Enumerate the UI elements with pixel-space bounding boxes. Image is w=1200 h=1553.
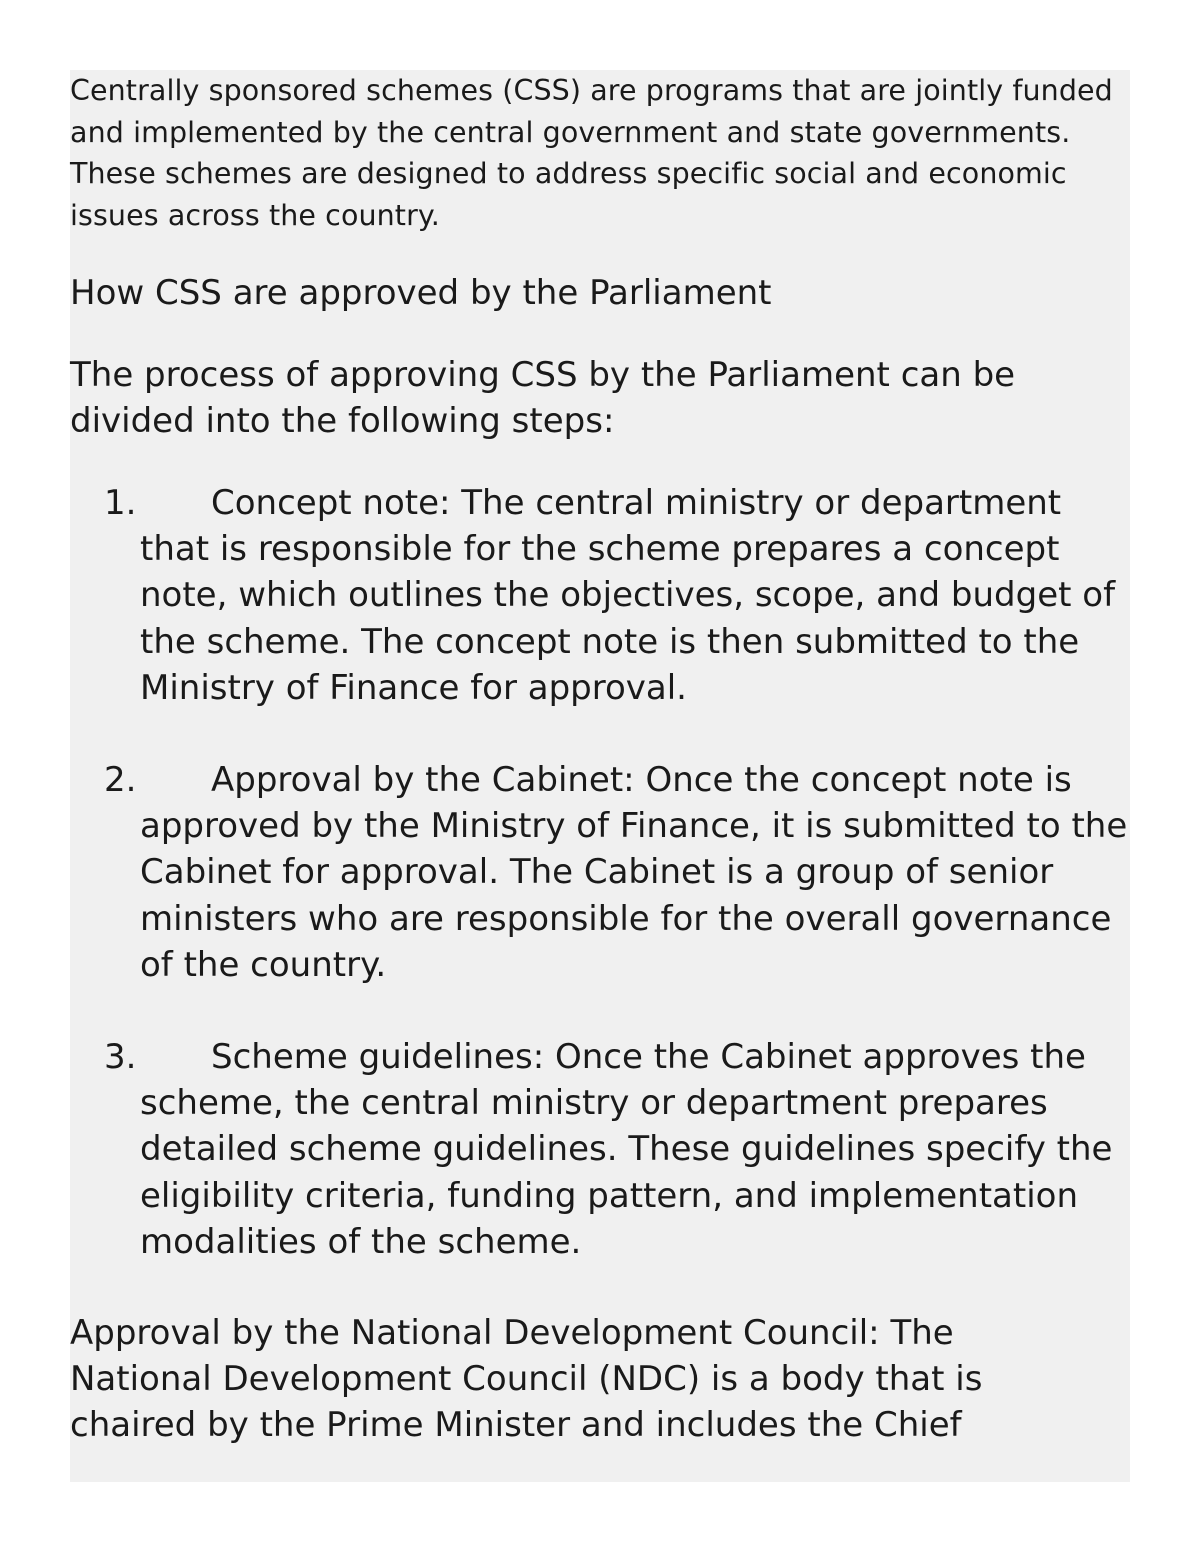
list-item-number: 3. <box>104 1037 137 1077</box>
list-item <box>104 1034 1130 1265</box>
lead-paragraph: The process of approving CSS by the Parliament can be divided into the following steps: <box>70 355 1016 441</box>
section-heading: How CSS are approved by the Parliament <box>70 273 772 313</box>
closing-paragraph: Approval by the National Development Council: The National Development Council (NDC) is a body that is chaired by the Prime Minister and includes the Chief <box>70 1313 983 1445</box>
list-item-text: Concept note: The central ministry or department that is responsible for the scheme prepares a concept note, which outlines the objectives, scope, and budget of the scheme. The concept note is then submitted to the Ministry of Finance for approval. <box>140 483 1116 708</box>
list-item-number: 2. <box>104 760 137 800</box>
list-item-text: Scheme guidelines: Once the Cabinet approves the scheme, the central ministry or department prepares detailed scheme guidelines. These guidelines specify the eligibility criteria, funding pattern, and implementation modalities of the scheme. <box>140 1037 1113 1262</box>
list-item <box>104 480 1130 711</box>
list-item-number: 1. <box>104 483 137 523</box>
list-item <box>104 757 1130 988</box>
intro-paragraph: Centrally sponsored schemes (CSS) are programs that are jointly funded and implemented by the central government and state governments. These schemes are designed to address specific social and economic issues across the country. <box>70 74 1113 232</box>
list-item-text: Approval by the Cabinet: Once the concept note is approved by the Ministry of Finance, it is submitted to the Cabinet for approval. The Cabinet is a group of senior ministers who are responsible for the overall governance of the country. <box>140 760 1128 985</box>
